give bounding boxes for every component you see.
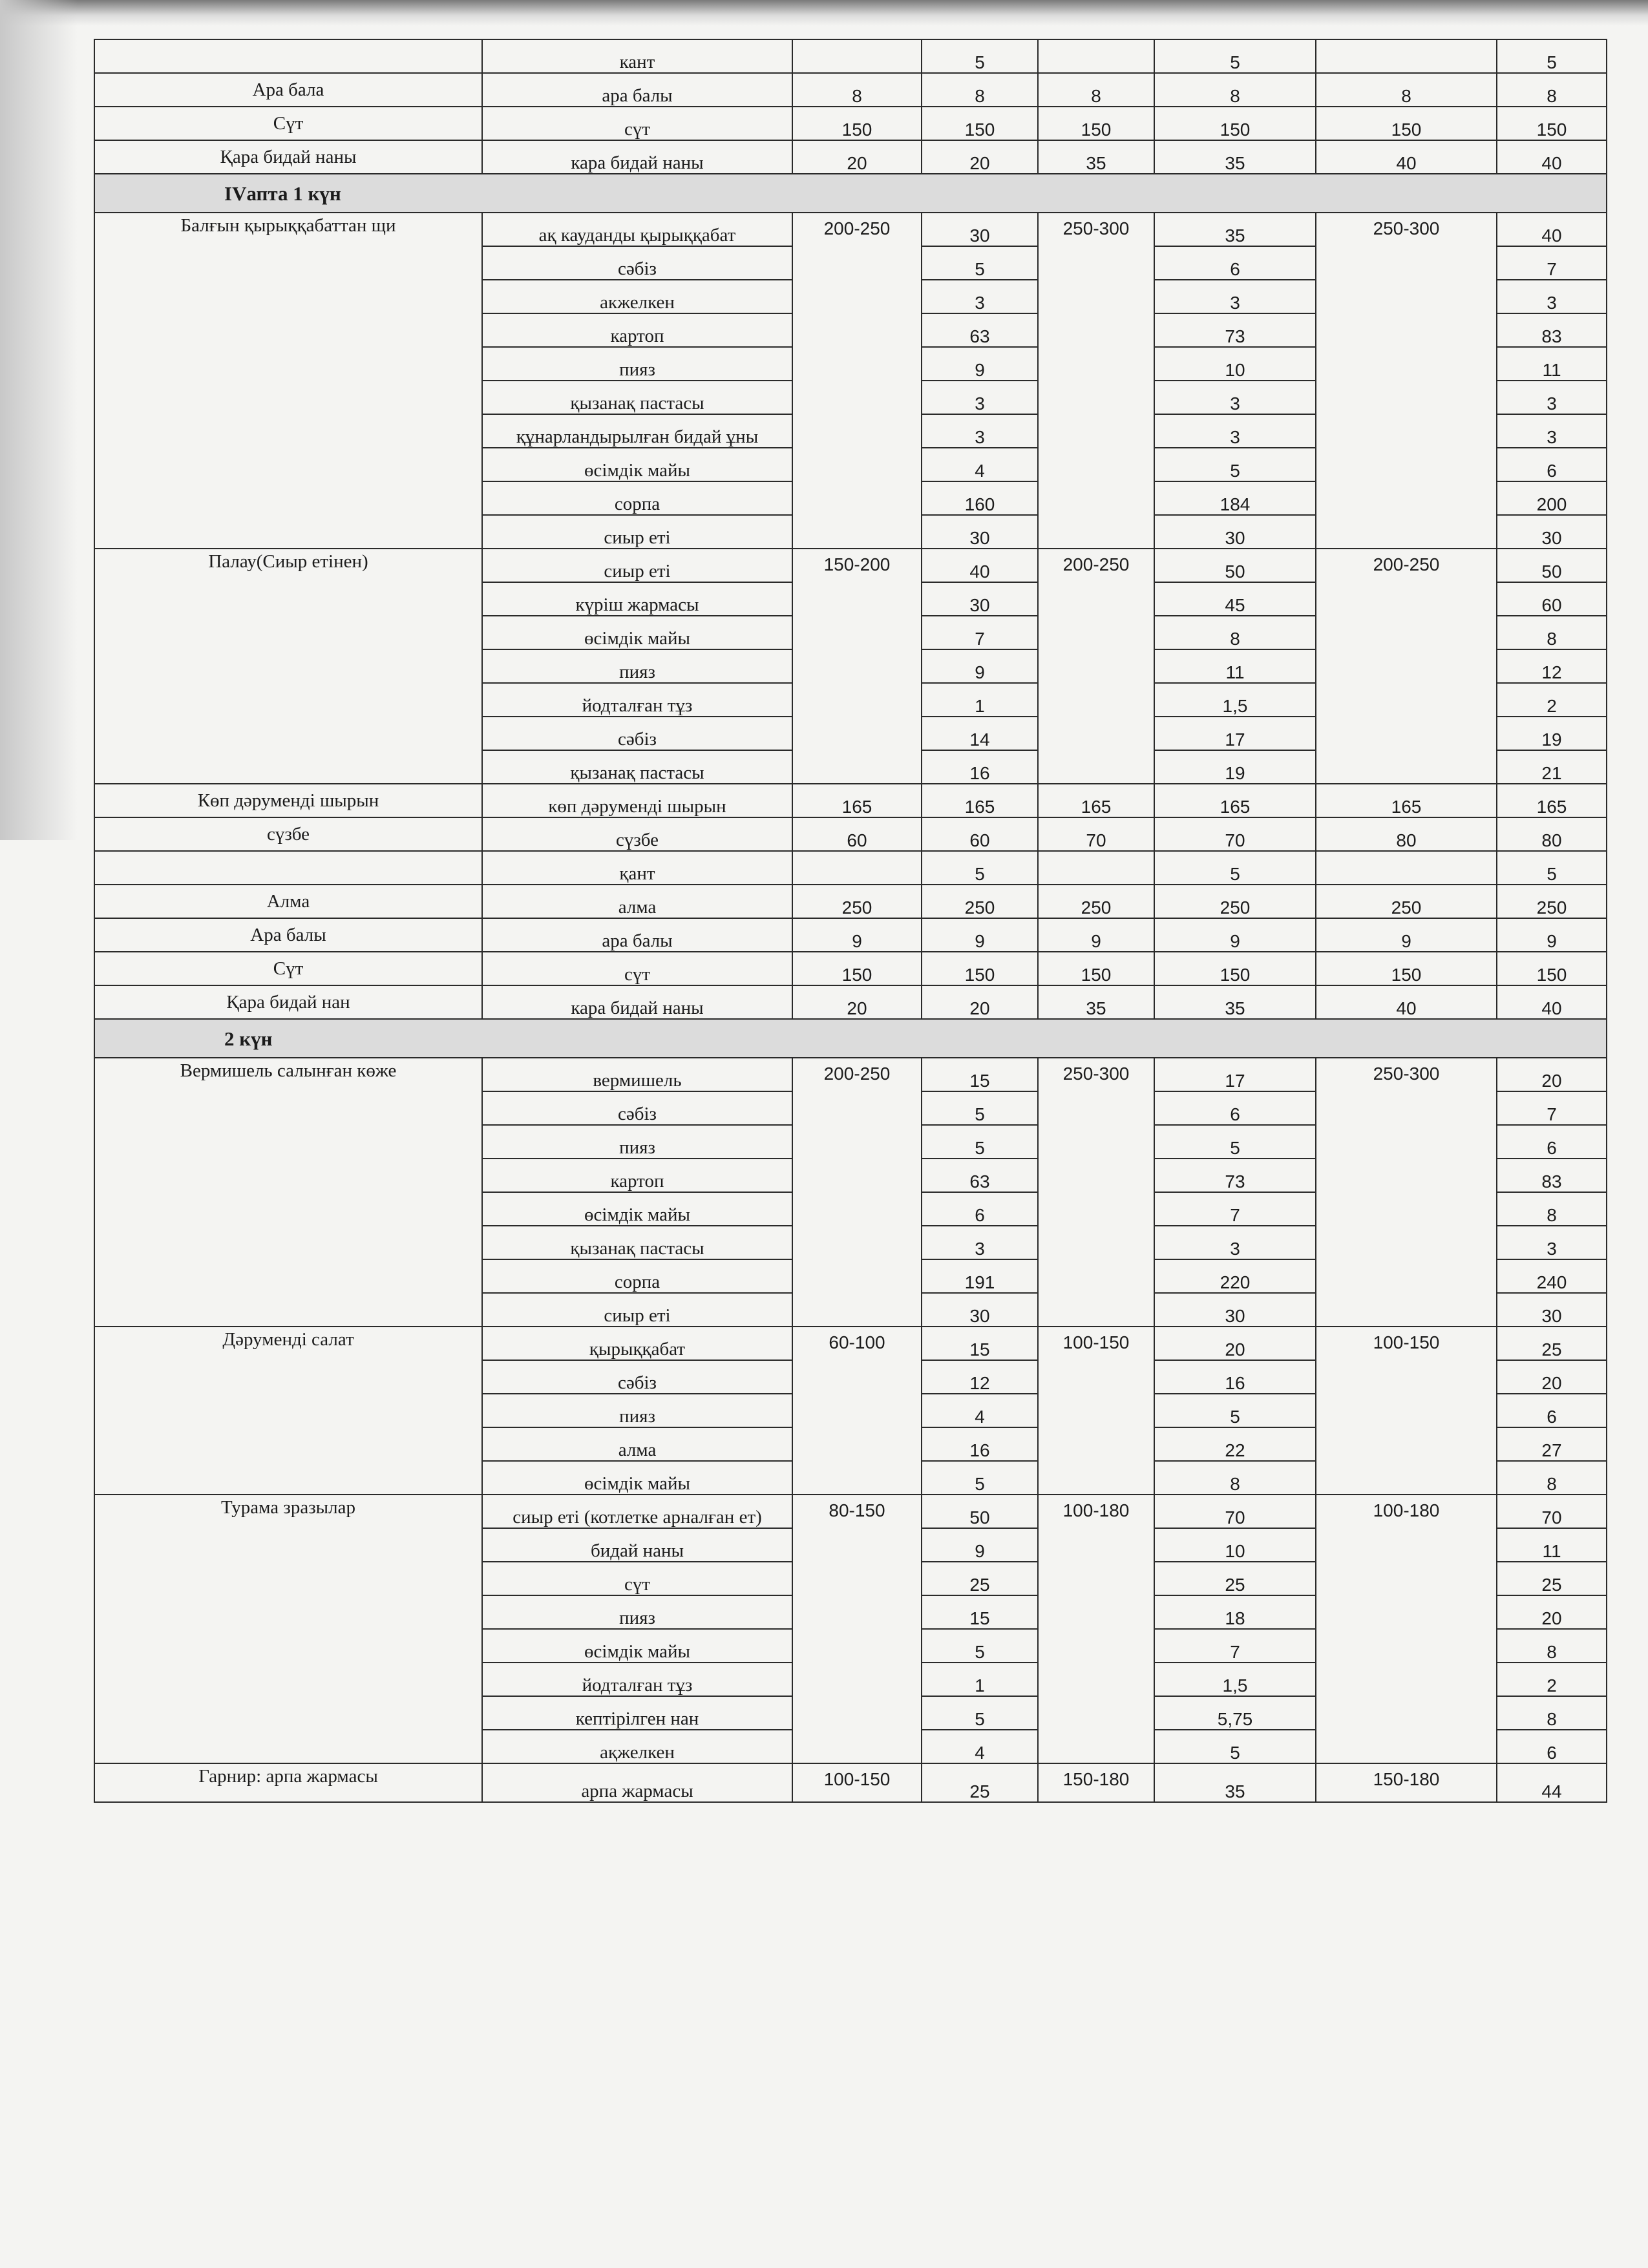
amount-3: 200 xyxy=(1497,481,1607,515)
amount-3: 40 xyxy=(1497,140,1607,174)
dish-name: Сүт xyxy=(94,107,482,140)
amount-1: 3 xyxy=(922,1226,1038,1259)
portion-2: 250-300 xyxy=(1038,213,1154,549)
ingredient: қызанақ пастасы xyxy=(482,750,792,784)
ingredient: қырыққабат xyxy=(482,1327,792,1360)
amount-2: 7 xyxy=(1154,1629,1316,1663)
table-row xyxy=(94,39,1607,73)
amount-3: 20 xyxy=(1497,1360,1607,1394)
ingredient: арпа жармасы xyxy=(482,1763,792,1802)
amount-3: 8 xyxy=(1497,1192,1607,1226)
amount-3: 20 xyxy=(1497,1058,1607,1091)
ingredient: пияз xyxy=(482,649,792,683)
amount-1: 16 xyxy=(922,750,1038,784)
dish-name: Алма xyxy=(94,885,482,918)
amount-2: 18 xyxy=(1154,1595,1316,1629)
ingredient: күріш жармасы xyxy=(482,582,792,616)
amount-2: 35 xyxy=(1154,985,1316,1019)
portion-2: 250-300 xyxy=(1038,1058,1154,1327)
scan-top-shadow xyxy=(0,0,1648,26)
dish-name: Сүт xyxy=(94,952,482,985)
portion-3: 40 xyxy=(1316,985,1497,1019)
ingredient: пияз xyxy=(482,1394,792,1427)
amount-1: 1 xyxy=(922,683,1038,717)
amount-3: 11 xyxy=(1497,1528,1607,1562)
amount-3: 8 xyxy=(1497,616,1607,649)
menu-table xyxy=(94,39,1607,1803)
dish-name: Ара балы xyxy=(94,918,482,952)
amount-2: 73 xyxy=(1154,313,1316,347)
amount-3: 250 xyxy=(1497,885,1607,918)
amount-1: 30 xyxy=(922,213,1038,246)
amount-2: 30 xyxy=(1154,515,1316,549)
amount-2: 184 xyxy=(1154,481,1316,515)
amount-2: 22 xyxy=(1154,1427,1316,1461)
amount-2: 70 xyxy=(1154,817,1316,851)
ingredient: сорпа xyxy=(482,481,792,515)
amount-2: 1,5 xyxy=(1154,683,1316,717)
amount-1: 5 xyxy=(922,851,1038,885)
amount-2: 45 xyxy=(1154,582,1316,616)
amount-1: 5 xyxy=(922,39,1038,73)
amount-1: 20 xyxy=(922,985,1038,1019)
portion-2: 165 xyxy=(1038,784,1154,817)
ingredient: сүт xyxy=(482,1562,792,1595)
table-row xyxy=(94,918,1607,952)
amount-1: 7 xyxy=(922,616,1038,649)
portion-3: 40 xyxy=(1316,140,1497,174)
amount-1: 9 xyxy=(922,918,1038,952)
amount-2: 73 xyxy=(1154,1159,1316,1192)
ingredient: өсімдік майы xyxy=(482,616,792,649)
amount-2: 6 xyxy=(1154,1091,1316,1125)
amount-3: 25 xyxy=(1497,1562,1607,1595)
portion-3: 250 xyxy=(1316,885,1497,918)
ingredient: кара бидай наны xyxy=(482,140,792,174)
amount-3: 6 xyxy=(1497,1125,1607,1159)
amount-1: 9 xyxy=(922,347,1038,381)
table-row xyxy=(94,213,1607,246)
portion-3: 165 xyxy=(1316,784,1497,817)
portion-1: 150 xyxy=(792,107,922,140)
amount-2: 5 xyxy=(1154,1125,1316,1159)
amount-3: 30 xyxy=(1497,515,1607,549)
amount-2: 5 xyxy=(1154,39,1316,73)
amount-3: 21 xyxy=(1497,750,1607,784)
amount-2: 19 xyxy=(1154,750,1316,784)
portion-2: 9 xyxy=(1038,918,1154,952)
portion-2: 100-150 xyxy=(1038,1327,1154,1495)
portion-2: 250 xyxy=(1038,885,1154,918)
ingredient: пияз xyxy=(482,347,792,381)
amount-2: 5 xyxy=(1154,1394,1316,1427)
portion-1: 200-250 xyxy=(792,1058,922,1327)
amount-1: 191 xyxy=(922,1259,1038,1293)
ingredient: сүт xyxy=(482,107,792,140)
amount-2: 5 xyxy=(1154,1730,1316,1763)
portion-2: 35 xyxy=(1038,985,1154,1019)
amount-3: 150 xyxy=(1497,107,1607,140)
amount-3: 8 xyxy=(1497,73,1607,107)
portion-1: 150 xyxy=(792,952,922,985)
amount-3: 7 xyxy=(1497,246,1607,280)
portion-1: 80-150 xyxy=(792,1495,922,1763)
table-row xyxy=(94,985,1607,1019)
amount-3: 83 xyxy=(1497,1159,1607,1192)
amount-3: 83 xyxy=(1497,313,1607,347)
table-row xyxy=(94,549,1607,582)
amount-3: 19 xyxy=(1497,717,1607,750)
ingredient: сәбіз xyxy=(482,717,792,750)
amount-3: 2 xyxy=(1497,683,1607,717)
ingredient: акжелкен xyxy=(482,280,792,313)
amount-1: 150 xyxy=(922,107,1038,140)
amount-3: 70 xyxy=(1497,1495,1607,1528)
ingredient: сиыр еті xyxy=(482,1293,792,1327)
amount-2: 35 xyxy=(1154,1763,1316,1802)
amount-2: 1,5 xyxy=(1154,1663,1316,1696)
portion-2: 150 xyxy=(1038,952,1154,985)
portion-1: 9 xyxy=(792,918,922,952)
ingredient: өсімдік майы xyxy=(482,1192,792,1226)
ingredient: картоп xyxy=(482,1159,792,1192)
portion-2: 150-180 xyxy=(1038,1763,1154,1802)
menu-table-body xyxy=(94,39,1607,1802)
scan-left-edge xyxy=(0,0,78,840)
amount-2: 17 xyxy=(1154,1058,1316,1091)
amount-1: 40 xyxy=(922,549,1038,582)
amount-1: 9 xyxy=(922,1528,1038,1562)
ingredient: өсімдік майы xyxy=(482,1629,792,1663)
amount-3: 6 xyxy=(1497,1730,1607,1763)
amount-2: 8 xyxy=(1154,73,1316,107)
ingredient: бидай наны xyxy=(482,1528,792,1562)
dish-name: Ара бала xyxy=(94,73,482,107)
amount-3: 40 xyxy=(1497,213,1607,246)
portion-2 xyxy=(1038,39,1154,73)
dish-name: Вермишель салынған көже xyxy=(94,1058,482,1327)
portion-3: 150 xyxy=(1316,952,1497,985)
portion-3 xyxy=(1316,39,1497,73)
amount-2: 8 xyxy=(1154,1461,1316,1495)
amount-1: 5 xyxy=(922,1461,1038,1495)
dish-name: Гарнир: арпа жармасы xyxy=(94,1763,482,1802)
portion-3: 80 xyxy=(1316,817,1497,851)
amount-3: 3 xyxy=(1497,381,1607,414)
amount-2: 6 xyxy=(1154,246,1316,280)
ingredient: сиыр еті xyxy=(482,515,792,549)
ingredient: кант xyxy=(482,39,792,73)
portion-1 xyxy=(792,39,922,73)
ingredient: сиыр еті xyxy=(482,549,792,582)
portion-3: 100-180 xyxy=(1316,1495,1497,1763)
portion-1: 100-150 xyxy=(792,1763,922,1802)
amount-2: 5 xyxy=(1154,851,1316,885)
amount-3: 8 xyxy=(1497,1461,1607,1495)
section-title: 2 күн xyxy=(94,1019,1607,1058)
amount-1: 4 xyxy=(922,1730,1038,1763)
portion-2: 35 xyxy=(1038,140,1154,174)
ingredient: сиыр еті (котлетке арналған ет) xyxy=(482,1495,792,1528)
amount-1: 3 xyxy=(922,414,1038,448)
amount-3: 2 xyxy=(1497,1663,1607,1696)
amount-1: 25 xyxy=(922,1763,1038,1802)
amount-1: 3 xyxy=(922,280,1038,313)
amount-2: 20 xyxy=(1154,1327,1316,1360)
portion-2: 70 xyxy=(1038,817,1154,851)
amount-1: 63 xyxy=(922,1159,1038,1192)
amount-2: 3 xyxy=(1154,414,1316,448)
dish-name: Көп дәруменді шырын xyxy=(94,784,482,817)
amount-2: 220 xyxy=(1154,1259,1316,1293)
portion-1 xyxy=(792,851,922,885)
amount-1: 9 xyxy=(922,649,1038,683)
amount-1: 30 xyxy=(922,582,1038,616)
amount-1: 150 xyxy=(922,952,1038,985)
amount-2: 3 xyxy=(1154,381,1316,414)
amount-2: 9 xyxy=(1154,918,1316,952)
amount-3: 11 xyxy=(1497,347,1607,381)
ingredient: өсімдік майы xyxy=(482,1461,792,1495)
portion-1: 60 xyxy=(792,817,922,851)
ingredient: йодталған тұз xyxy=(482,1663,792,1696)
amount-3: 240 xyxy=(1497,1259,1607,1293)
amount-3: 30 xyxy=(1497,1293,1607,1327)
amount-2: 3 xyxy=(1154,280,1316,313)
amount-2: 35 xyxy=(1154,140,1316,174)
amount-1: 25 xyxy=(922,1562,1038,1595)
ingredient: қызанақ пастасы xyxy=(482,1226,792,1259)
portion-2: 200-250 xyxy=(1038,549,1154,784)
amount-1: 5 xyxy=(922,246,1038,280)
table-row xyxy=(94,952,1607,985)
ingredient: пияз xyxy=(482,1125,792,1159)
amount-1: 20 xyxy=(922,140,1038,174)
ingredient: қызанақ пастасы xyxy=(482,381,792,414)
amount-3: 3 xyxy=(1497,414,1607,448)
amount-1: 4 xyxy=(922,1394,1038,1427)
amount-3: 60 xyxy=(1497,582,1607,616)
ingredient: сәбіз xyxy=(482,1091,792,1125)
amount-3: 8 xyxy=(1497,1629,1607,1663)
portion-3: 250-300 xyxy=(1316,213,1497,549)
amount-2: 25 xyxy=(1154,1562,1316,1595)
portion-1: 20 xyxy=(792,985,922,1019)
ingredient: картоп xyxy=(482,313,792,347)
amount-2: 250 xyxy=(1154,885,1316,918)
ingredient: ара балы xyxy=(482,73,792,107)
dish-name: Палау(Сиыр етінен) xyxy=(94,549,482,784)
table-row xyxy=(94,73,1607,107)
amount-3: 80 xyxy=(1497,817,1607,851)
dish-name xyxy=(94,39,482,73)
ingredient: өсімдік майы xyxy=(482,448,792,481)
amount-2: 70 xyxy=(1154,1495,1316,1528)
amount-1: 15 xyxy=(922,1327,1038,1360)
amount-2: 5,75 xyxy=(1154,1696,1316,1730)
ingredient: ақжелкен xyxy=(482,1730,792,1763)
amount-2: 16 xyxy=(1154,1360,1316,1394)
amount-2: 10 xyxy=(1154,347,1316,381)
amount-3: 165 xyxy=(1497,784,1607,817)
amount-2: 165 xyxy=(1154,784,1316,817)
amount-2: 7 xyxy=(1154,1192,1316,1226)
amount-1: 50 xyxy=(922,1495,1038,1528)
ingredient: ара балы xyxy=(482,918,792,952)
table-row xyxy=(94,107,1607,140)
portion-1: 20 xyxy=(792,140,922,174)
amount-1: 30 xyxy=(922,1293,1038,1327)
portion-2 xyxy=(1038,851,1154,885)
amount-2: 35 xyxy=(1154,213,1316,246)
ingredient: вермишель xyxy=(482,1058,792,1091)
ingredient: көп дәруменді шырын xyxy=(482,784,792,817)
amount-3: 44 xyxy=(1497,1763,1607,1802)
amount-1: 8 xyxy=(922,73,1038,107)
amount-3: 9 xyxy=(1497,918,1607,952)
amount-2: 11 xyxy=(1154,649,1316,683)
amount-3: 3 xyxy=(1497,1226,1607,1259)
portion-2: 100-180 xyxy=(1038,1495,1154,1763)
portion-1: 165 xyxy=(792,784,922,817)
ingredient: кара бидай наны xyxy=(482,985,792,1019)
ingredient: алма xyxy=(482,885,792,918)
amount-3: 50 xyxy=(1497,549,1607,582)
dish-name: Дәруменді салат xyxy=(94,1327,482,1495)
amount-1: 63 xyxy=(922,313,1038,347)
table-row xyxy=(94,851,1607,885)
table-row xyxy=(94,784,1607,817)
dish-name: сүзбе xyxy=(94,817,482,851)
table-row xyxy=(94,1058,1607,1091)
amount-3: 3 xyxy=(1497,280,1607,313)
ingredient: пияз xyxy=(482,1595,792,1629)
section-header-row xyxy=(94,174,1607,213)
portion-3: 150-180 xyxy=(1316,1763,1497,1802)
amount-1: 5 xyxy=(922,1125,1038,1159)
amount-1: 160 xyxy=(922,481,1038,515)
portion-1: 150-200 xyxy=(792,549,922,784)
amount-1: 16 xyxy=(922,1427,1038,1461)
portion-3: 250-300 xyxy=(1316,1058,1497,1327)
dish-name: Қара бидай наны xyxy=(94,140,482,174)
amount-3: 7 xyxy=(1497,1091,1607,1125)
amount-1: 5 xyxy=(922,1629,1038,1663)
ingredient: кептірілген нан xyxy=(482,1696,792,1730)
table-row xyxy=(94,1763,1607,1802)
amount-2: 3 xyxy=(1154,1226,1316,1259)
portion-3: 200-250 xyxy=(1316,549,1497,784)
portion-2: 8 xyxy=(1038,73,1154,107)
amount-3: 8 xyxy=(1497,1696,1607,1730)
table-row xyxy=(94,1327,1607,1360)
amount-3: 27 xyxy=(1497,1427,1607,1461)
amount-1: 60 xyxy=(922,817,1038,851)
ingredient: қант xyxy=(482,851,792,885)
portion-3: 100-150 xyxy=(1316,1327,1497,1495)
portion-3: 150 xyxy=(1316,107,1497,140)
amount-3: 12 xyxy=(1497,649,1607,683)
amount-1: 5 xyxy=(922,1696,1038,1730)
portion-1: 8 xyxy=(792,73,922,107)
amount-2: 17 xyxy=(1154,717,1316,750)
portion-2: 150 xyxy=(1038,107,1154,140)
amount-2: 8 xyxy=(1154,616,1316,649)
ingredient: сәбіз xyxy=(482,1360,792,1394)
amount-1: 14 xyxy=(922,717,1038,750)
section-header-row xyxy=(94,1019,1607,1058)
dish-name: Қара бидай нан xyxy=(94,985,482,1019)
ingredient: ақ кауданды қырыққабат xyxy=(482,213,792,246)
ingredient: сүт xyxy=(482,952,792,985)
amount-1: 15 xyxy=(922,1058,1038,1091)
ingredient: құнарландырылған бидай ұны xyxy=(482,414,792,448)
amount-1: 1 xyxy=(922,1663,1038,1696)
amount-1: 165 xyxy=(922,784,1038,817)
amount-2: 30 xyxy=(1154,1293,1316,1327)
amount-3: 150 xyxy=(1497,952,1607,985)
amount-1: 3 xyxy=(922,381,1038,414)
amount-3: 20 xyxy=(1497,1595,1607,1629)
portion-1: 60-100 xyxy=(792,1327,922,1495)
amount-3: 40 xyxy=(1497,985,1607,1019)
portion-3: 9 xyxy=(1316,918,1497,952)
portion-3: 8 xyxy=(1316,73,1497,107)
amount-3: 25 xyxy=(1497,1327,1607,1360)
dish-name: Турама зразылар xyxy=(94,1495,482,1763)
portion-1: 200-250 xyxy=(792,213,922,549)
amount-1: 5 xyxy=(922,1091,1038,1125)
portion-3 xyxy=(1316,851,1497,885)
ingredient: сүзбе xyxy=(482,817,792,851)
table-row xyxy=(94,140,1607,174)
ingredient: алма xyxy=(482,1427,792,1461)
table-row xyxy=(94,817,1607,851)
amount-1: 250 xyxy=(922,885,1038,918)
amount-2: 150 xyxy=(1154,107,1316,140)
amount-1: 6 xyxy=(922,1192,1038,1226)
ingredient: сәбіз xyxy=(482,246,792,280)
amount-1: 15 xyxy=(922,1595,1038,1629)
amount-1: 4 xyxy=(922,448,1038,481)
dish-name xyxy=(94,851,482,885)
section-title: IVапта 1 күн xyxy=(94,174,1607,213)
table-row xyxy=(94,1495,1607,1528)
amount-3: 5 xyxy=(1497,851,1607,885)
amount-1: 12 xyxy=(922,1360,1038,1394)
portion-1: 250 xyxy=(792,885,922,918)
table-row xyxy=(94,885,1607,918)
dish-name: Балғын қырыққабаттан щи xyxy=(94,213,482,549)
amount-3: 6 xyxy=(1497,1394,1607,1427)
amount-2: 10 xyxy=(1154,1528,1316,1562)
amount-2: 150 xyxy=(1154,952,1316,985)
amount-3: 6 xyxy=(1497,448,1607,481)
amount-2: 5 xyxy=(1154,448,1316,481)
amount-3: 5 xyxy=(1497,39,1607,73)
ingredient: йодталған тұз xyxy=(482,683,792,717)
amount-1: 30 xyxy=(922,515,1038,549)
ingredient: сорпа xyxy=(482,1259,792,1293)
amount-2: 50 xyxy=(1154,549,1316,582)
